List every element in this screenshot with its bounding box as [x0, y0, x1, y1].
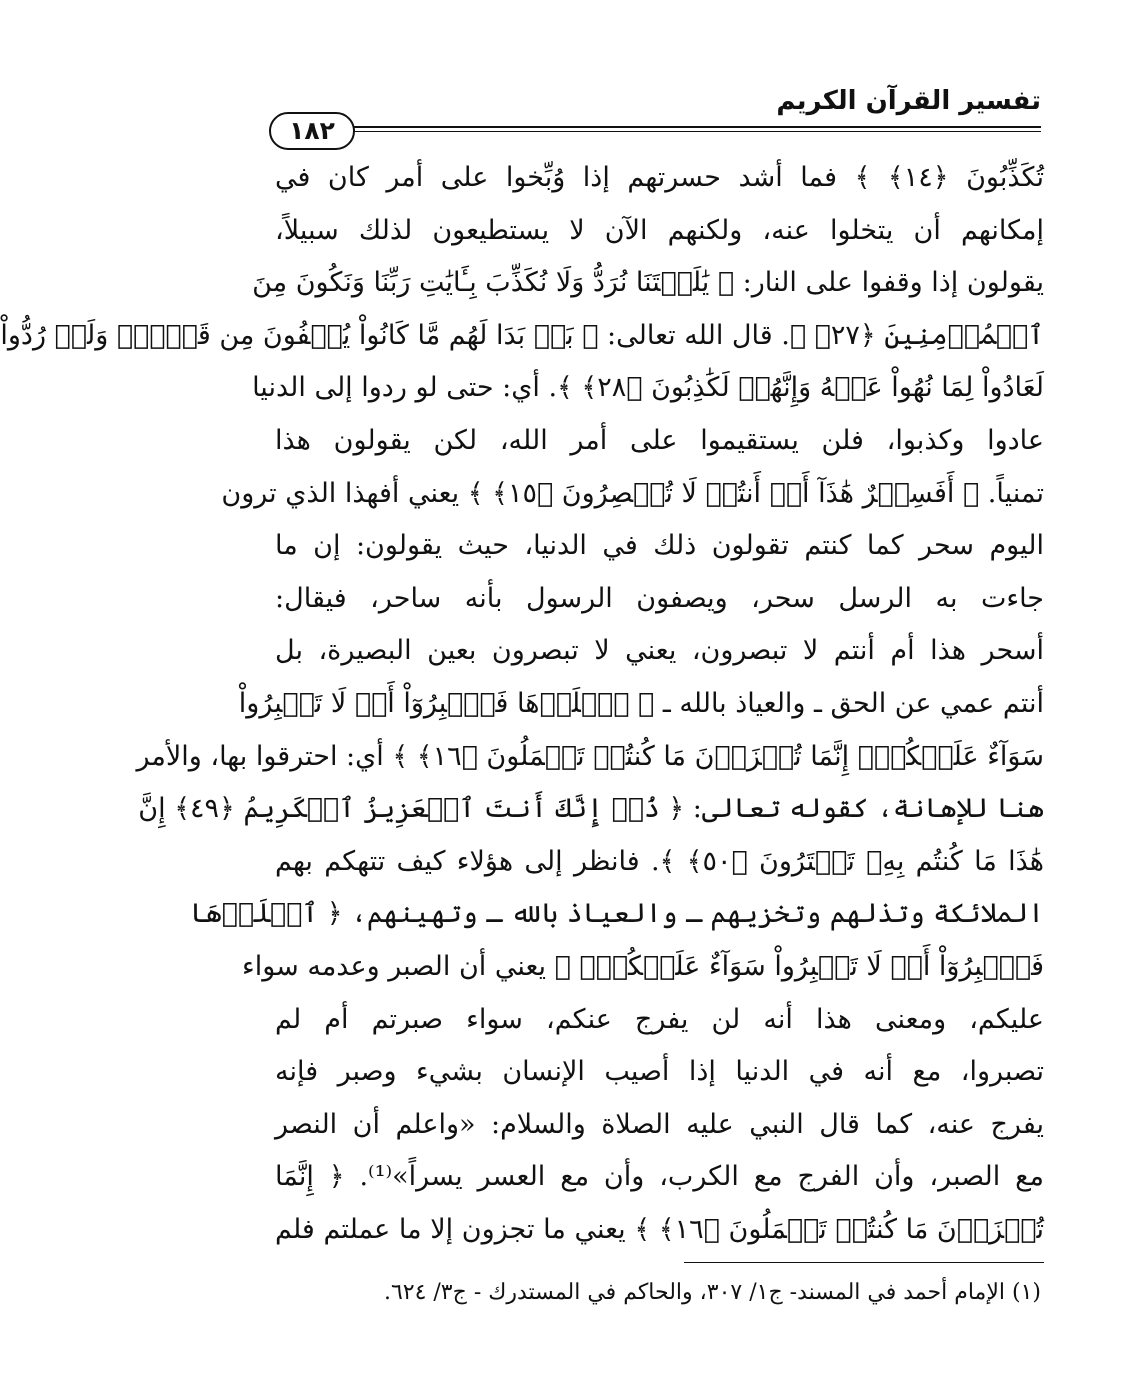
body-line: فَٱصۡبِرُوٓاْ أَوۡ لَا تَصۡبِرُواْ سَوَآءٌ عَلَيۡكُمۡۖ ﴾ يعني أن الصبر وعدمه سواء — [242, 950, 1044, 982]
body-line: سَوَآءٌ عَلَيۡكُمۡۖ إِنَّمَا تُجۡزَوۡنَ مَا كُنتُمۡ تَعۡمَلُونَ ﴿١٦﴾ ﴾ أي: احترقوا بها، والأمر — [136, 740, 1044, 772]
body-line: هنا للإهانة، كقوله تعالى: ﴿ ذُقۡ إِنَّكَ أَنتَ ٱلۡعَزِيزُ ٱلۡكَرِيمُ ﴿٤٩﴾ إِنَّ — [138, 793, 1044, 825]
header-rule — [328, 126, 1041, 128]
body-line: تُجۡزَوۡنَ مَا كُنتُمۡ تَعۡمَلُونَ ﴿١٦﴾ ﴾ يعني ما تجزون إلا ما عملتم فلم — [275, 1213, 1044, 1245]
body-text — [0, 152, 1045, 1256]
body-line: أنتم عمي عن الحق ـ والعياذ بالله ـ ﴿ ٱصۡلَوۡهَا فَٱصۡبِرُوٓاْ أَوۡ لَا تَصۡبِرُواْ — [238, 687, 1044, 719]
body-line: تُكَذِّبُونَ ﴿١٤﴾ ﴾ فما أشد حسرتهم إذا وُبِّخوا على أمر كان في — [275, 162, 1044, 193]
body-line: مع الصبر، وأن الفرج مع الكرب، وأن مع العسر يسراً»⁽¹⁾. ﴿ إِنَّمَا — [275, 1161, 1044, 1193]
body-line: يقولون إذا وقفوا على النار: ﴿ يَٰلَيۡتَنَا نُرَدُّ وَلَا نُكَذِّبَ بِـَٔايَٰتِ رَبِّنَا وَنَكُونَ مِنَ — [252, 267, 1044, 299]
body-line: عليكم، ومعنى هذا أنه لن يفرج عنكم، سواء صبرتم أم لم — [275, 1003, 1044, 1035]
body-line: أسحر هذا أم أنتم لا تبصرون، يعني لا تبصرون بعين البصيرة، بل — [275, 635, 1044, 667]
body-line: هَٰذَا مَا كُنتُم بِهِۦ تَمۡتَرُونَ ﴿٥٠﴾ ﴾. فانظر إلى هؤلاء كيف تتهكم بهم — [275, 845, 1045, 877]
body-line: لَعَادُواْ لِمَا نُهُواْ عَنۡهُ وَإِنَّهُمۡ لَكَٰذِبُونَ ﴿٢٨﴾ ﴾. أي: حتى لو ردوا إلى الدنيا — [252, 372, 1044, 404]
body-line: عادوا وكذبوا، فلن يستقيموا على أمر الله، لكن يقولون هذا — [275, 424, 1044, 456]
body-line: جاءت به الرسل سحر، ويصفون الرسول بأنه ساحر، فيقال: — [275, 582, 1044, 614]
body-line: تصبروا، مع أنه في الدنيا إذا أصيب الإنسان بشيء وصبر فإنه — [275, 1056, 1044, 1088]
running-header-title: تفسير القرآن الكريم — [776, 86, 1041, 116]
body-line: تمنياً. ﴿ أَفَسِحۡرٌ هَٰذَآ أَمۡ أَنتُمۡ لَا تُبۡصِرُونَ ﴿١٥﴾ ﴾ يعني أفهذا الذي ترون — [221, 477, 1044, 509]
footnote-rule — [684, 1262, 1044, 1263]
body-line: الملائكة وتذلهم وتخزيهم ـ والعياذ بالله ـ وتهينهم، ﴿ ٱصۡلَوۡهَا — [190, 898, 1044, 930]
footnote: (١) الإمام أحمد في المسند- ج١/ ٣٠٧، والحاكم في المستدرك - ج٣/ ٦٢٤. — [383, 1280, 1041, 1305]
header-rule-thin — [328, 131, 1041, 132]
body-line: يفرج عنه، كما قال النبي عليه الصلاة والسلام: «واعلم أن النصر — [275, 1108, 1044, 1140]
body-line: ٱلۡمُؤۡمِنِينَ ﴿٢٧﴾ ﴾. قال الله تعالى: ﴿ بَلۡ بَدَا لَهُم مَّا كَانُواْ يُخۡفُونَ مِن قَبۡلُۖ وَلَوۡ رُدُّواْ — [0, 319, 1044, 351]
body-line: اليوم سحر كما كنتم تقولون ذلك في الدنيا، حيث يقولون: إن ما — [275, 530, 1044, 562]
page-number-badge: ١٨٢ — [269, 112, 355, 150]
body-line: إمكانهم أن يتخلوا عنه، ولكنهم الآن لا يستطيعون لذلك سبيلاً، — [275, 214, 1044, 246]
